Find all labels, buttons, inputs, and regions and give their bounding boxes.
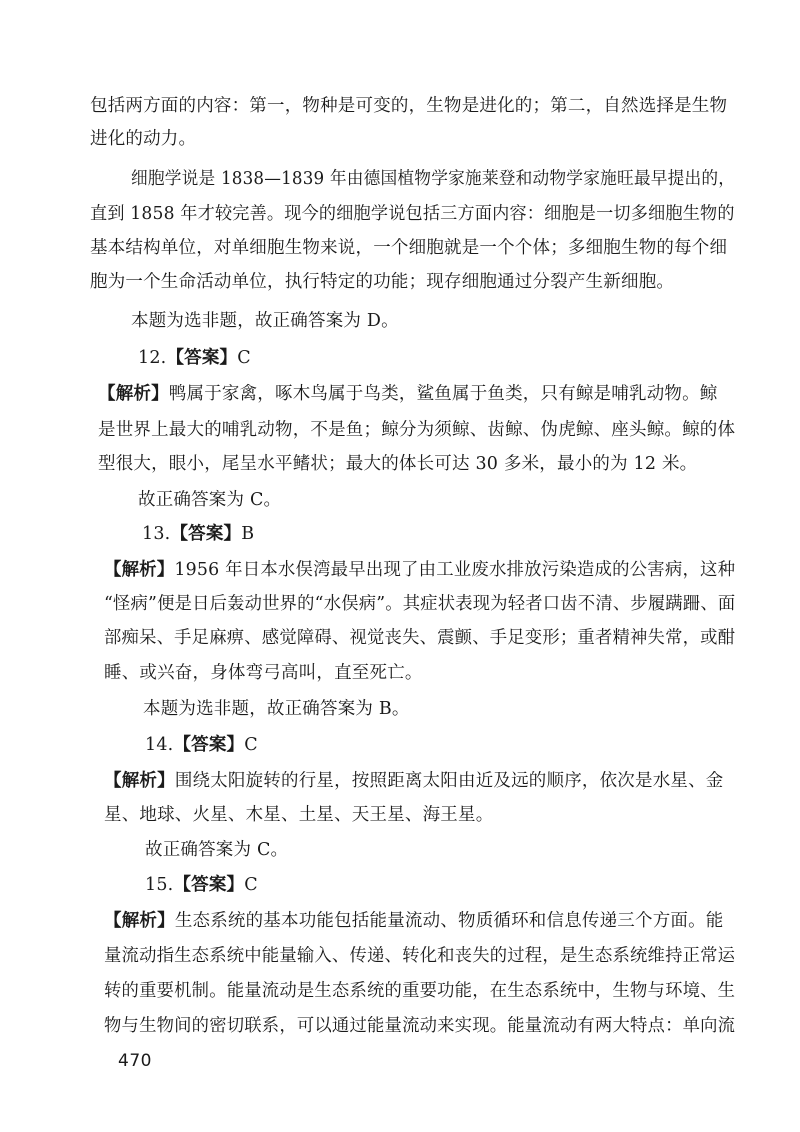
line-text: 是世界上最大的哺乳动物，不是鱼；鲸分为须鲸、齿鲸、伪虎鲸、座头鲸。鲸的体	[98, 420, 736, 440]
text-line	[104, 803, 493, 827]
answer-value: C	[244, 875, 258, 895]
line-text: 量流动指生态系统中能量输入、传递、转化和丧失的过程，是生态系统维持正常运	[104, 946, 736, 966]
line-text: 进化的动力。	[90, 129, 197, 149]
line-text: 直到 1858 年才较完善。现今的细胞学说包括三方面内容：细胞是一切多细胞生物的	[90, 204, 735, 224]
answer-value: C	[237, 348, 251, 368]
line-text: 基本结构单位，对单细胞生物来说，一个细胞就是一个个体；多细胞生物的每个细	[90, 238, 728, 258]
text-line	[98, 418, 735, 442]
text-line	[104, 558, 735, 582]
answer-label: 【答案】	[170, 524, 242, 544]
line-text: 部痴呆、手足麻痹、感觉障碍、视觉丧失、震颤、手足变形；重者精神失常，或酣	[104, 628, 736, 648]
text-line	[104, 909, 724, 933]
text-line	[90, 127, 196, 151]
text-line	[104, 769, 724, 793]
text-line	[104, 979, 735, 1003]
analysis-label: 【解析】	[104, 771, 175, 791]
text-line	[90, 236, 727, 260]
answer-label: 【答案】	[173, 875, 245, 895]
line-text: 转的重要机制。能量流动是生态系统的重要功能，在生态系统中，生物与环境、生	[104, 981, 736, 1001]
answer-heading-14	[145, 733, 258, 757]
answer-heading-15	[145, 873, 258, 897]
answer-value: B	[241, 524, 255, 544]
answer-label: 【答案】	[173, 735, 245, 755]
analysis-label: 【解析】	[104, 911, 175, 931]
line-text: 故正确答案为 C。	[138, 490, 282, 510]
line-text: “怪病”便是日后轰动世界的“水俣病”。其症状表现为轻者口齿不清、步履蹒跚、面	[104, 594, 736, 614]
text-line	[131, 167, 735, 191]
line-text: 鸭属于家禽，啄木鸟属于鸟类，鲨鱼属于鱼类，只有鲸是哺乳动物。鲸	[168, 384, 718, 404]
line-text: 围绕太阳旋转的行星，按照距离太阳由近及远的顺序，依次是水星、金	[174, 771, 724, 791]
text-line	[138, 488, 281, 512]
line-text: 生态系统的基本功能包括能量流动、物质循环和信息传递三个方面。能	[174, 911, 724, 931]
text-line	[104, 661, 423, 685]
text-line	[98, 452, 697, 476]
line-text: 胞为一个生命活动单位，执行特定的功能；现存细胞通过分裂产生新细胞。	[90, 272, 675, 292]
text-line	[98, 382, 718, 406]
line-text: 星、地球、火星、木星、土星、天王星、海王星。	[104, 805, 494, 825]
question-number: 12.	[138, 348, 167, 368]
line-text: 本题为选非题，故正确答案为 D。	[131, 311, 399, 331]
line-text: 型很大，眼小，尾呈水平鳍状；最大的体长可达 30 多米，最小的为 12 米。	[98, 454, 698, 474]
line-text: 睡、或兴奋，身体弯弓高叫，直至死亡。	[104, 663, 423, 683]
text-line	[104, 1014, 735, 1038]
line-text: 1956 年日本水俣湾最早出现了由工业废水排放污染造成的公害病，这种	[174, 560, 736, 580]
text-line	[90, 94, 727, 118]
text-line	[90, 270, 674, 294]
text-line	[143, 697, 410, 721]
text-line	[131, 309, 399, 333]
question-number: 15.	[145, 875, 174, 895]
text-line	[104, 944, 735, 968]
answer-value: C	[244, 735, 258, 755]
line-text: 故正确答案为 C。	[145, 840, 289, 860]
text-line	[145, 838, 288, 862]
answer-heading-12	[138, 346, 251, 370]
line-text: 包括两方面的内容：第一，物种是可变的，生物是进化的；第二，自然选择是生物	[90, 96, 728, 116]
answer-label: 【答案】	[166, 348, 238, 368]
question-number: 13.	[142, 524, 171, 544]
analysis-label: 【解析】	[98, 384, 169, 404]
page-number: 470	[118, 1051, 152, 1071]
line-text: 细胞学说是 1838—1839 年由德国植物学家施莱登和动物学家施旺最早提出的，	[131, 169, 736, 189]
answer-heading-13	[142, 522, 254, 546]
text-line	[104, 592, 735, 616]
line-text: 本题为选非题，故正确答案为 B。	[143, 699, 410, 719]
text-line	[90, 202, 735, 226]
analysis-label: 【解析】	[104, 560, 175, 580]
line-text: 物与生物间的密切联系，可以通过能量流动来实现。能量流动有两大特点：单向流	[104, 1016, 736, 1036]
question-number: 14.	[145, 735, 174, 755]
text-line	[104, 626, 735, 650]
